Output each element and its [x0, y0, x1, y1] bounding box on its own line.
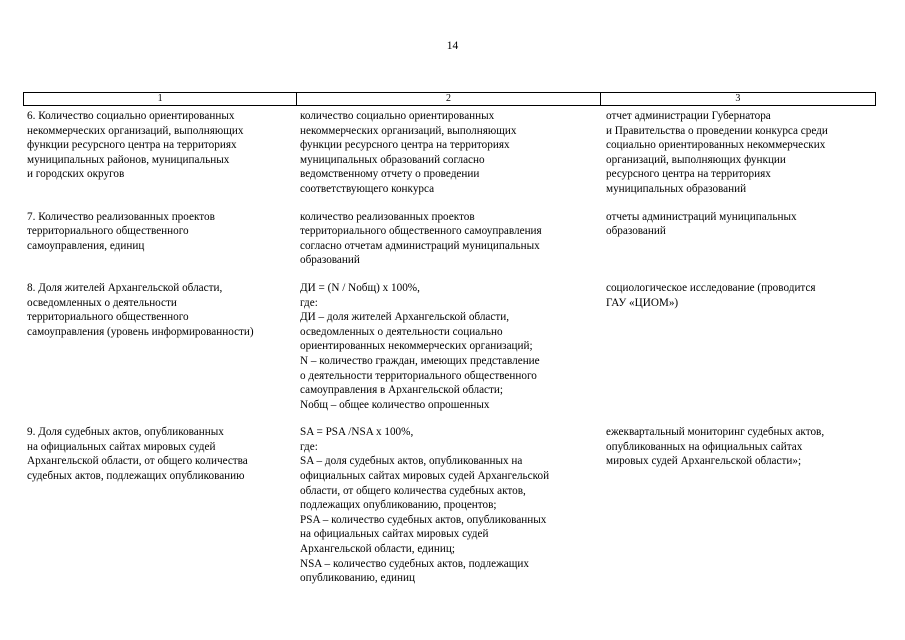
table-cell-col2	[296, 210, 600, 268]
cell-text-line: подлежащих опубликованию, процентов;	[300, 499, 497, 512]
cell-text-line: социологическое исследование (проводится	[606, 281, 816, 294]
cell-text-line: на официальных сайтах мировых судей	[27, 440, 216, 453]
cell-text-line: ДИ = (N / Nобщ) x 100%,	[300, 281, 420, 294]
cell-text-line: где:	[300, 296, 318, 309]
cell-text-line: территориального общественного самоуправления	[300, 225, 542, 238]
cell-text-line: опубликованных на официальных сайтах	[606, 440, 803, 453]
indicators-table	[23, 92, 876, 586]
cell-text-line: самоуправления, единиц	[27, 239, 145, 252]
cell-text-line: 7. Количество реализованных проектов	[27, 210, 215, 223]
cell-text-line: 8. Доля жителей Архангельской области,	[27, 281, 223, 294]
cell-text-line: самоуправления (уровень информированности)	[27, 325, 254, 338]
table-cell-col1	[23, 281, 296, 412]
table-row	[23, 109, 876, 197]
table-cell-col2	[296, 109, 600, 197]
table-row	[23, 425, 876, 586]
cell-text-line: ГАУ «ЦИОМ»)	[606, 296, 679, 309]
cell-text-line: опубликованию, единиц	[300, 572, 415, 585]
table-cell-col1	[23, 109, 296, 197]
cell-text-line: официальных сайтах мировых судей Архангельской	[300, 470, 550, 483]
cell-text-line: Nобщ – общее количество опрошенных	[300, 398, 490, 411]
cell-text-line: и городских округов	[27, 168, 125, 181]
cell-text-line: социально ориентированных некоммерческих	[606, 139, 826, 152]
table-cell-col2	[296, 281, 600, 412]
cell-text-line: Архангельской области, единиц;	[300, 543, 455, 556]
cell-text-line: мировых судей Архангельской области»;	[606, 455, 802, 468]
cell-text-line: ведомственному отчету о проведении	[300, 168, 480, 181]
cell-text-line: ДИ – доля жителей Архангельской области,	[300, 311, 510, 324]
table-body	[23, 109, 876, 586]
cell-text-line: муниципальных образований согласно	[300, 153, 485, 166]
cell-text-line: судебных актов, подлежащих опубликованию	[27, 470, 245, 483]
cell-text-line: и Правительства о проведении конкурса среди	[606, 124, 828, 137]
cell-text-line: NSA – количество судебных актов, подлежащих	[300, 557, 529, 570]
cell-text-line: PSA – количество судебных актов, опубликованных	[300, 513, 547, 526]
cell-text-line: территориального общественного	[27, 311, 189, 324]
table-header-row	[23, 92, 876, 106]
column-number-2: 2	[296, 93, 599, 105]
table-cell-col1	[23, 210, 296, 268]
cell-text-line: некоммерческих организаций, выполняющих	[27, 124, 244, 137]
cell-text-line: осведомленных о деятельности социально	[300, 325, 503, 338]
cell-text-line: функции ресурсного центра на территориях	[27, 139, 237, 152]
cell-text-line: муниципальных образований	[606, 182, 747, 195]
table-cell-col3	[600, 210, 876, 268]
cell-text-line: 6. Количество социально ориентированных	[27, 110, 235, 122]
cell-text-line: отчет администрации Губернатора	[606, 110, 771, 122]
table-cell-col3	[600, 109, 876, 197]
cell-text-line: организаций, выполняющих функции	[606, 153, 786, 166]
cell-text-line: согласно отчетам администраций муниципальных	[300, 239, 540, 252]
cell-text-line: самоуправления в Архангельской области;	[300, 384, 504, 397]
cell-text-line: ежеквартальный мониторинг судебных актов,	[606, 426, 825, 439]
cell-text-line: количество реализованных проектов	[300, 210, 475, 223]
cell-text-line: SA – доля судебных актов, опубликованных на	[300, 455, 523, 468]
table-cell-col3	[600, 425, 876, 586]
cell-text-line: о деятельности территориального общественного	[300, 369, 537, 382]
cell-text-line: отчеты администраций муниципальных	[606, 210, 797, 223]
cell-text-line: где:	[300, 440, 318, 453]
cell-text-line: образований	[606, 225, 666, 238]
cell-text-line: функции ресурсного центра на территориях	[300, 139, 510, 152]
column-number-3: 3	[600, 93, 875, 105]
cell-text-line: 9. Доля судебных актов, опубликованных	[27, 426, 224, 439]
table-cell-col3	[600, 281, 876, 412]
table-cell-col1	[23, 425, 296, 586]
table-row	[23, 281, 876, 412]
cell-text-line: соответствующего конкурса	[300, 182, 435, 195]
cell-text-line: SA = PSA /NSA x 100%,	[300, 426, 414, 439]
cell-text-line: количество социально ориентированных	[300, 110, 495, 122]
page-number: 14	[446, 40, 459, 52]
cell-text-line: N – количество граждан, имеющих представление	[300, 354, 540, 367]
cell-text-line: муниципальных районов, муниципальных	[27, 153, 230, 166]
cell-text-line: территориального общественного	[27, 225, 189, 238]
cell-text-line: ресурсного центра на территориях	[606, 168, 771, 181]
cell-text-line: ориентированных некоммерческих организаций;	[300, 340, 533, 353]
table-row	[23, 210, 876, 268]
cell-text-line: некоммерческих организаций, выполняющих	[300, 124, 517, 137]
table-cell-col2	[296, 425, 600, 586]
cell-text-line: Архангельской области, от общего количества	[27, 455, 248, 468]
cell-text-line: области, от общего количества судебных актов,	[300, 484, 526, 497]
cell-text-line: осведомленных о деятельности	[27, 296, 177, 309]
column-number-1: 1	[157, 93, 163, 104]
cell-text-line: на официальных сайтах мировых судей	[300, 528, 489, 541]
cell-text-line: образований	[300, 254, 360, 267]
